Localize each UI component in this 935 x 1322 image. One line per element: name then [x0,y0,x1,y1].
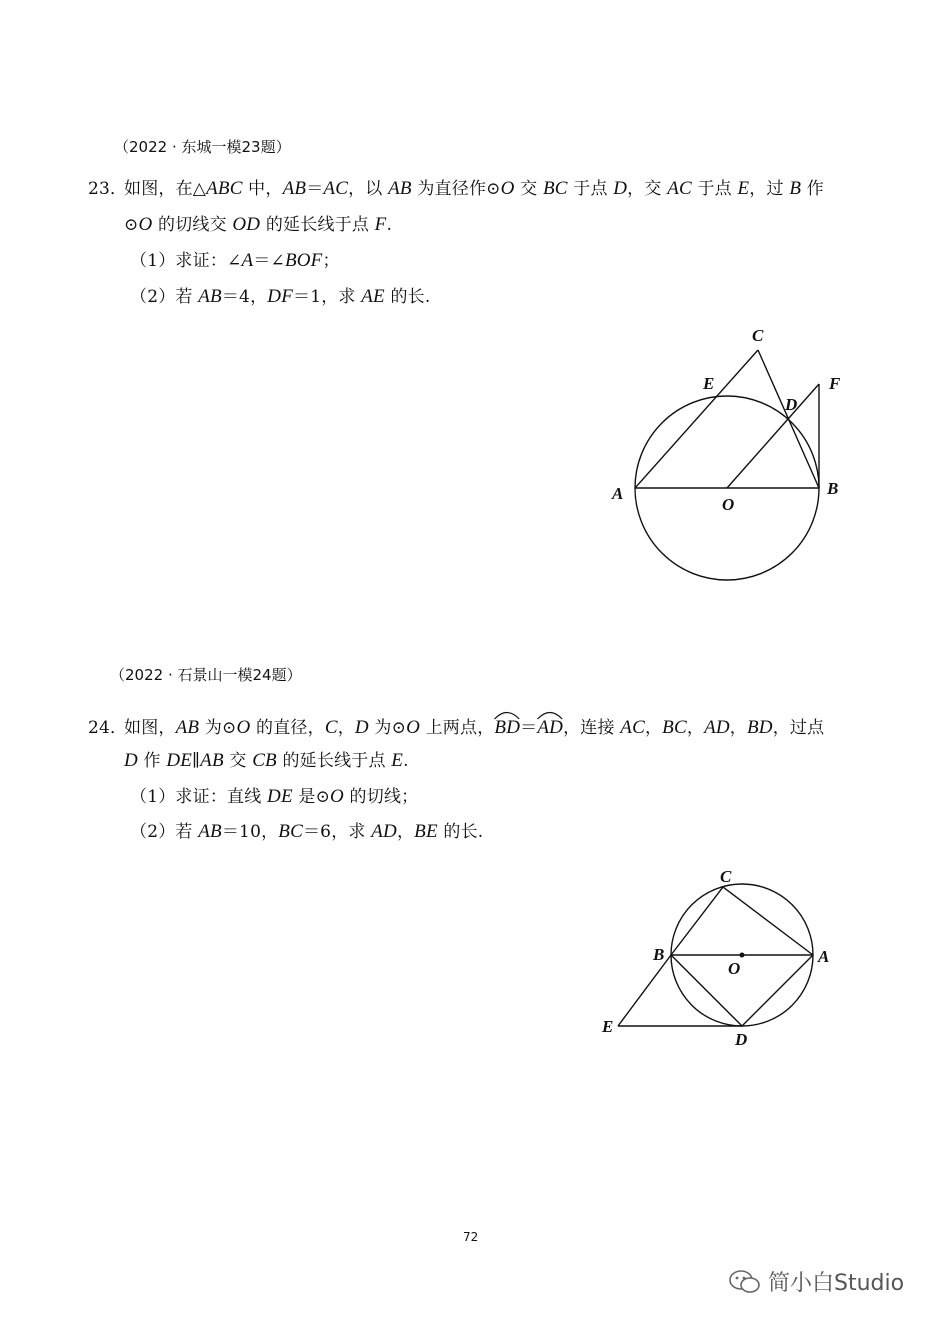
math-term: OD [232,214,261,235]
math-term: DE [267,786,293,807]
text-run: 中， [242,179,283,199]
text-run: （1）求证：∠ [130,251,242,271]
math-term: CB [252,750,277,771]
text-run: 的长. [437,822,484,842]
math-term: AB [198,286,222,307]
label-b-23: B [827,479,839,498]
math-term: C [324,717,338,738]
math-term: AE [361,286,385,307]
segment-ac-24 [723,887,813,955]
text-run: ， [729,718,747,738]
text-run: ＝1，求 [293,287,362,307]
text-run: 作 [137,751,167,771]
math-term: E [391,750,404,771]
math-term: D [613,178,628,199]
text-run: ∥ [192,751,201,771]
label-c-24: C [720,867,732,886]
math-term: AB [198,821,222,842]
text-run: ＝ [520,718,538,738]
label-a-23: A [612,484,624,503]
text-run: （2）若 [130,822,199,842]
text-run: ＝ [306,179,324,199]
math-term: DE [166,750,193,771]
math-term: BC [662,717,687,738]
math-term: AC [667,178,692,199]
text-run: ⊙ [124,215,139,235]
text-run: ＝10， [221,822,279,842]
text-run: （1）求证：直线 [130,787,268,807]
text-run: ； [322,251,340,271]
text-run: ＝4， [221,287,268,307]
problem23-number: 23． [88,179,128,199]
problem24-number: 24． [88,718,128,738]
math-term: AB [388,178,412,199]
wechat-icon [728,1268,762,1296]
segment-ad-24 [742,955,813,1026]
math-term: BD [747,717,773,738]
math-term: AC [323,178,349,199]
segment-eb-24 [618,955,671,1026]
label-d-23: D [785,395,798,414]
page-number: 72 [463,1230,479,1244]
text-run: ， [644,718,663,738]
math-term: AD [704,717,730,738]
label-o-24: O [728,959,741,978]
text-run: （2）若 [130,287,199,307]
math-term: F [374,214,387,235]
label-c-23: C [752,326,764,345]
text-run: ， [337,718,355,738]
text-run: 于点 [691,179,738,199]
text-run: 为⊙ [199,718,237,738]
math-term: AD [537,717,563,739]
text-run: 的切线交 [152,215,233,235]
text-run: ， [396,822,415,842]
watermark [728,1266,904,1297]
label-o-23: O [722,495,735,514]
math-term: AD [371,821,397,842]
problem23-source: （2022 · 东城一模23题） [114,138,291,156]
text-run: 的延长线于点 [260,215,375,235]
math-term: AB [200,750,224,771]
text-run: . [403,751,409,771]
label-a-24: A [818,947,830,966]
math-term: DF [267,286,294,307]
text-run: ，交 [627,179,668,199]
math-term: AB [175,717,200,738]
math-term: BOF [284,250,323,271]
text-run: 的直径， [250,718,325,738]
math-term: O [330,786,344,807]
center-dot-24 [740,953,745,958]
math-term: BE [414,821,438,842]
text-run: ＝∠ [253,251,285,271]
text-run: . [386,215,393,235]
label-e-24: E [602,1017,614,1036]
math-term: BC [278,821,303,842]
segment-bc-24 [671,887,723,955]
math-term: O [138,214,153,235]
text-run: ＝6，求 [302,822,372,842]
text-run: ，过 [749,179,790,199]
label-b-24: B [653,945,665,964]
text-run: 上两点， [419,718,495,738]
text-run: 为直径作⊙ [411,179,501,199]
text-run: 是⊙ [292,787,331,807]
math-term: D [124,750,138,771]
math-term: ABC [206,178,243,199]
text-run: ，过点 [772,718,825,738]
math-term: A [241,250,254,271]
label-e-23: E [703,374,715,393]
math-term: AC [620,717,645,738]
problem24-source: （2022 · 石景山一模24题） [110,666,302,684]
text-run: ，以 [348,179,389,199]
math-term: BD [494,717,520,739]
text-run: 交 [223,751,253,771]
watermark-text: 简小白Studio [768,1271,905,1296]
text-run: 的延长线于点 [276,751,392,771]
text-run: 作 [801,179,824,199]
math-term: D [354,717,369,738]
math-term: E [737,178,750,199]
text-run: 的长. [384,287,431,307]
math-term: AB [282,178,307,199]
text-run: 于点 [567,179,614,199]
text-run: ， [686,718,705,738]
math-term: B [789,178,802,199]
text-run: 为⊙ [368,718,407,738]
label-d-24: D [735,1030,748,1049]
math-term: O [500,178,515,199]
text-run: 交 [514,179,543,199]
math-term: O [236,717,251,738]
text-run: ，连接 [563,718,621,738]
text-run: 如图，在△ [124,179,207,199]
math-term: BC [542,178,568,199]
math-term: O [406,717,420,738]
text-run: 的切线； [343,787,419,807]
label-f-23: F [829,374,841,393]
text-run: 如图， [124,718,176,738]
